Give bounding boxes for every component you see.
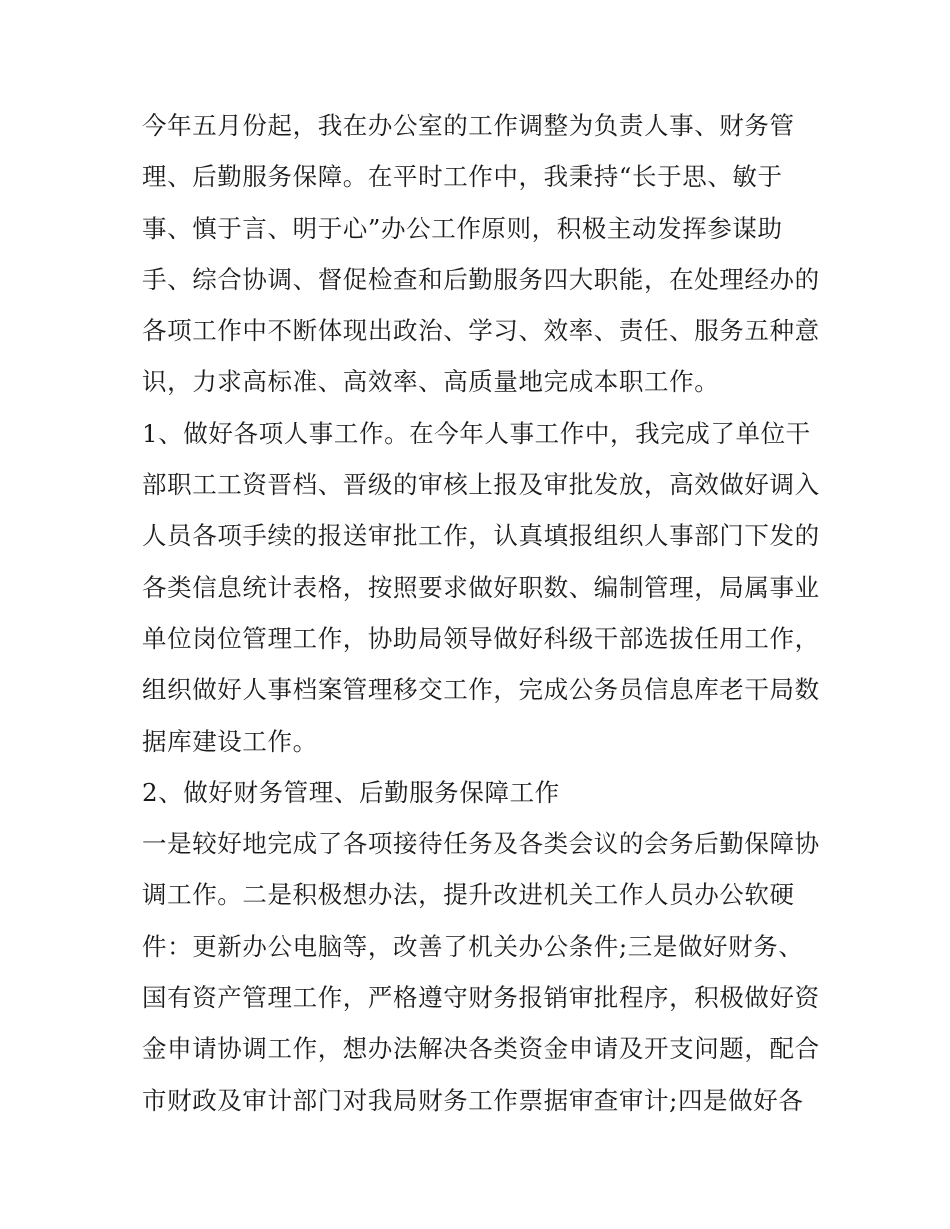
text-line: 各项工作中不断体现出政治、学习、效率、责任、服务五种意 — [142, 316, 820, 346]
text-line: 组织做好人事档案管理移交工作，完成公务员信息库老干局数 — [142, 675, 820, 705]
text-line: 今年五月份起，我在办公室的工作调整为负责人事、财务管 — [142, 111, 795, 140]
text-line: 国有资产管理工作，严格遵守财务报销审批程序，积极做好资 — [142, 983, 820, 1013]
text-line: 手、综合协调、督促检查和后勤服务四大职能，在处理经办的 — [142, 264, 820, 294]
text-line: 识，力求高标准、高效率、高质量地完成本职工作。 — [142, 367, 720, 397]
text-line: 事、慎于言、明于心”办公工作原则，积极主动发挥参谋助 — [142, 213, 783, 243]
text-line: 部职工工资晋档、晋级的审核上报及审批发放，高效做好调入 — [142, 470, 820, 500]
text-line: 单位岗位管理工作，协助局领导做好科级干部选拔任用工作， — [142, 623, 820, 653]
text-line: 金申请协调工作，想办法解决各类资金申请及开支问题，配合 — [142, 1034, 820, 1064]
text-line: 据库建设工作。 — [142, 726, 318, 756]
text-line: 理、后勤服务保障。在平时工作中，我秉持“长于思、敏于 — [142, 162, 783, 192]
section-heading-1: 1、做好各项人事工作。在今年人事工作中，我完成了单位干 — [142, 418, 811, 448]
section-heading-2: 2、做好财务管理、后勤服务保障工作 — [142, 777, 560, 807]
text-line: 件：更新办公电脑等，改善了机关办公条件;三是做好财务、 — [142, 931, 804, 961]
document-body — [142, 100, 822, 1126]
text-line: 一是较好地完成了各项接待任务及各类会议的会务后勤保障协 — [142, 829, 820, 859]
text-line: 各类信息统计表格，按照要求做好职数、编制管理，局属事业 — [142, 572, 820, 602]
text-line: 市财政及审计部门对我局财务工作票据审查审计;四是做好各 — [142, 1085, 804, 1115]
text-line: 人员各项手续的报送审批工作，认真填报组织人事部门下发的 — [142, 521, 820, 551]
text-line: 调工作。二是积极想办法，提升改进机关工作人员办公软硬 — [142, 880, 795, 910]
